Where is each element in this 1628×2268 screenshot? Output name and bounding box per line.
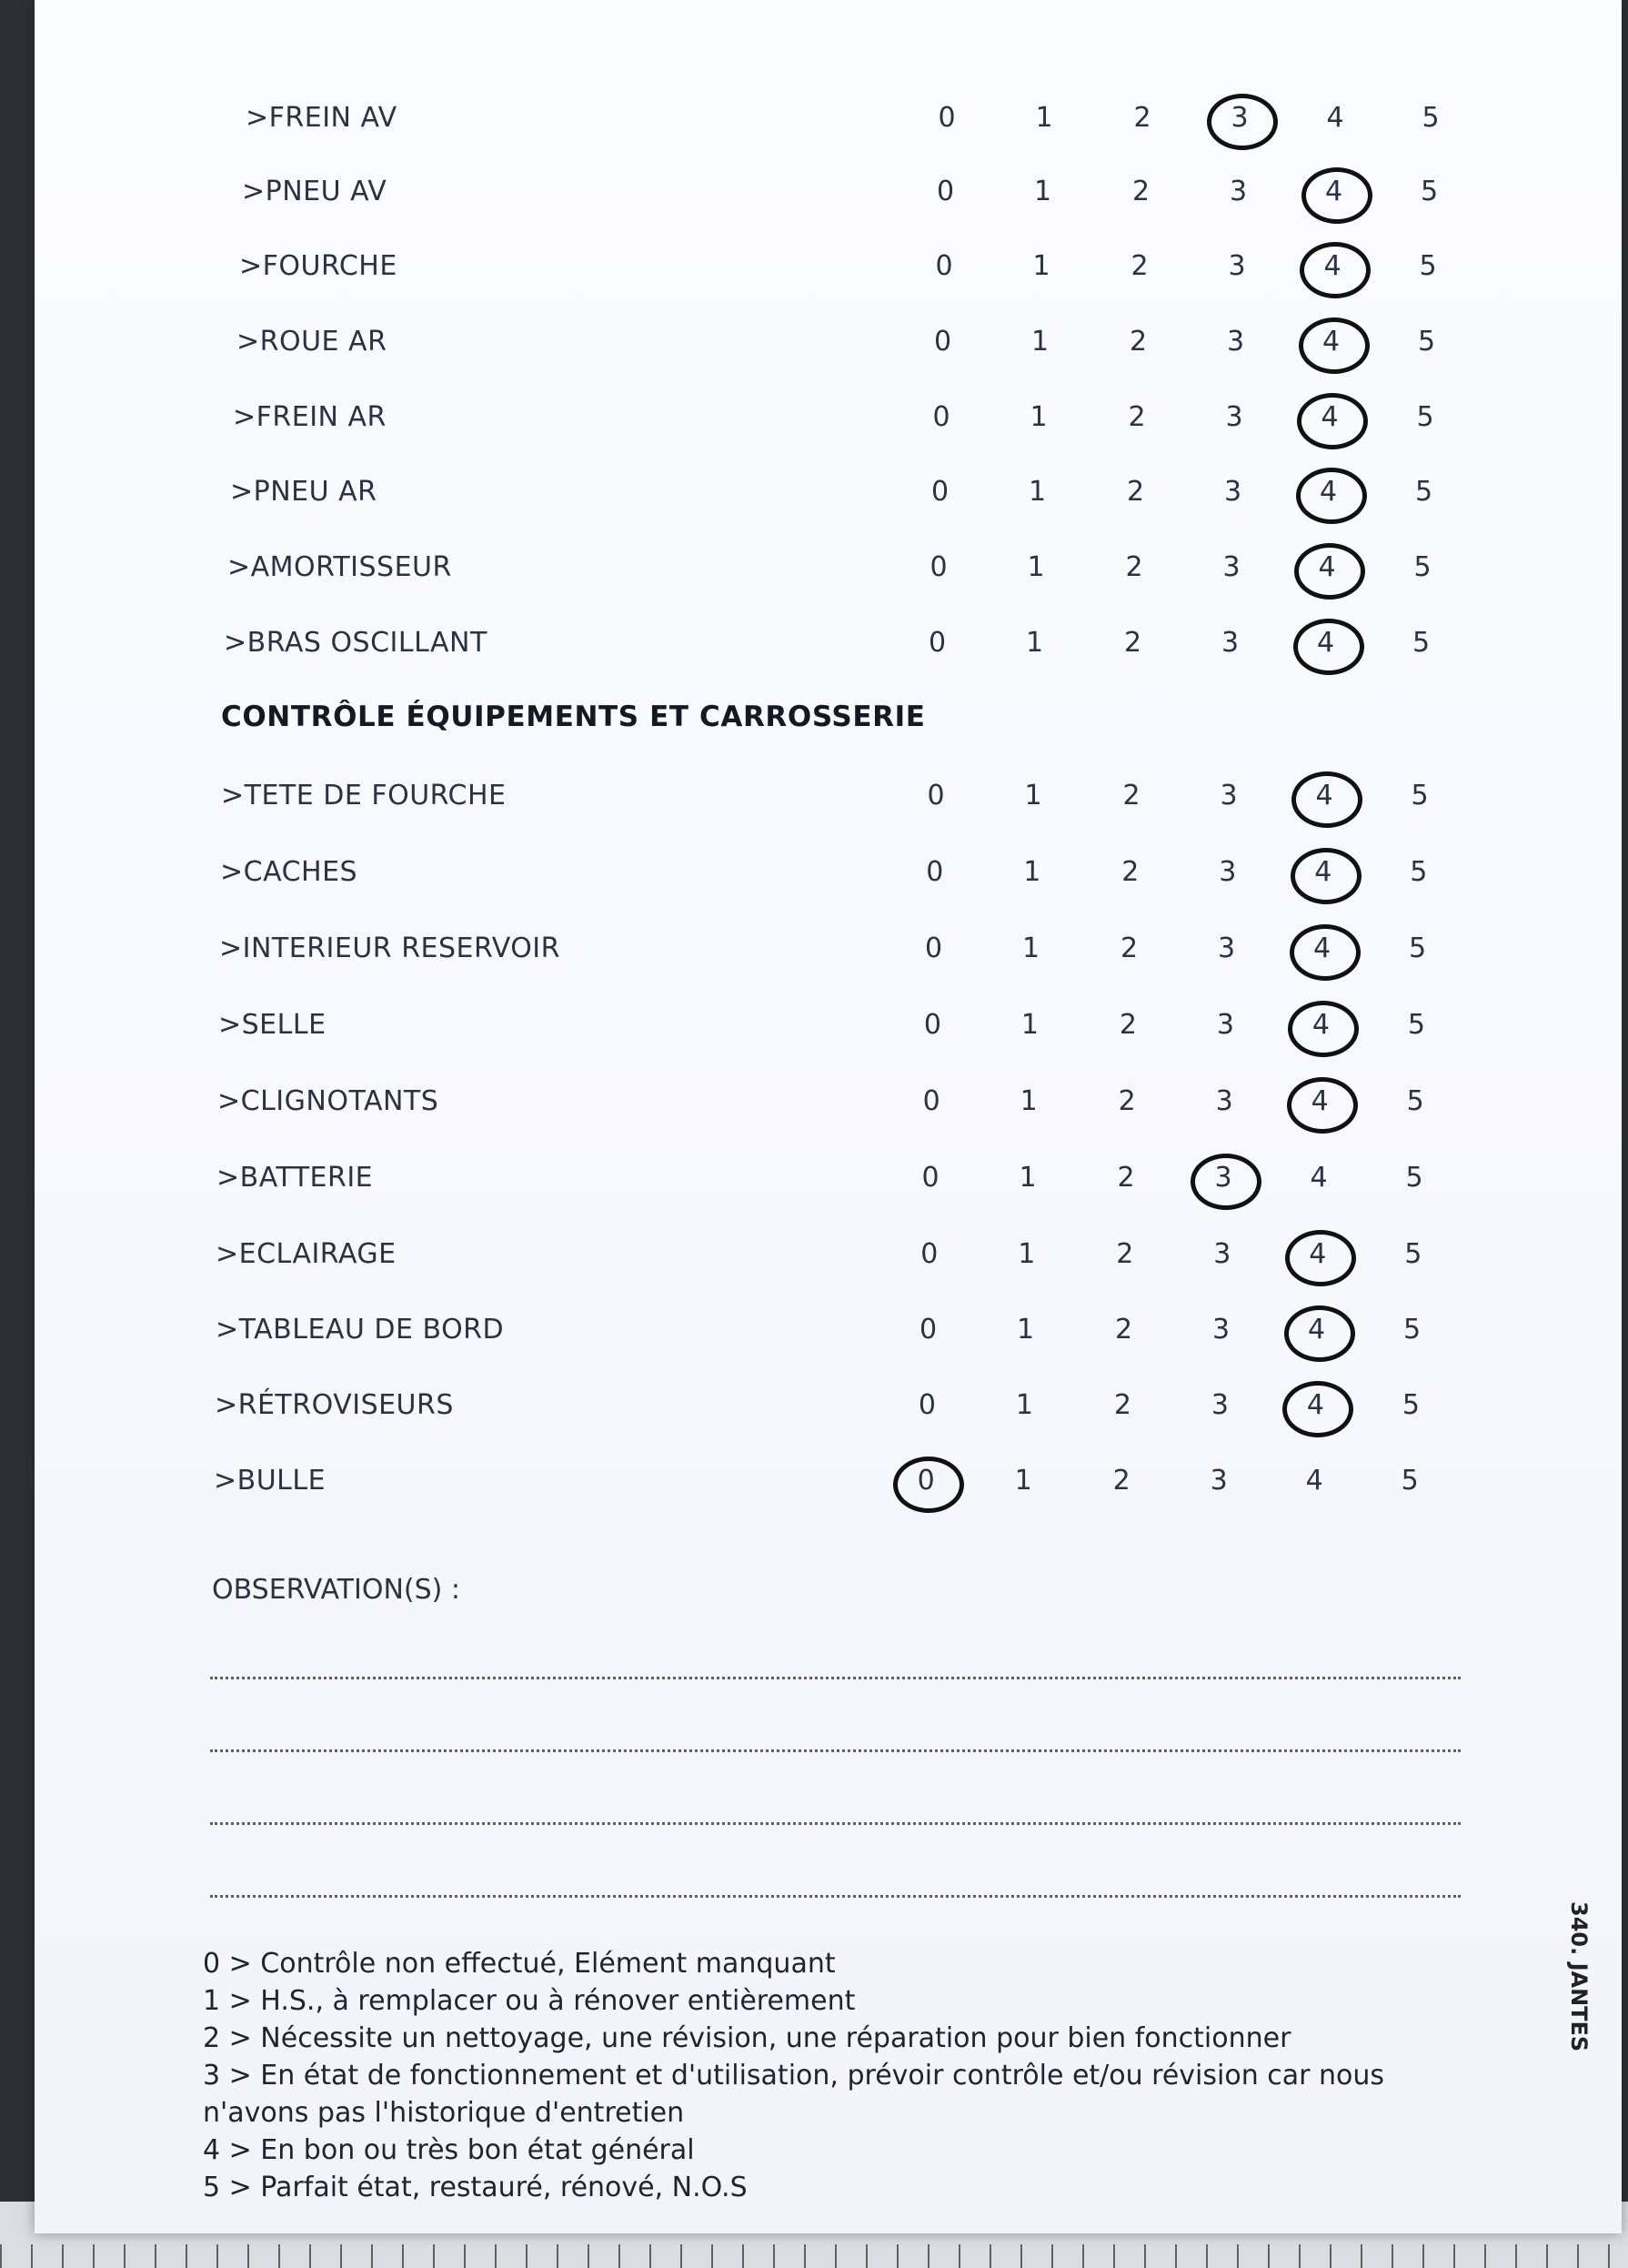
score-option-0[interactable]: 0 [926, 856, 944, 888]
score-option-5[interactable]: 5 [1407, 1009, 1425, 1041]
score-option-2[interactable]: 2 [1125, 551, 1143, 583]
score-option-2[interactable]: 2 [1123, 627, 1142, 659]
inspection-sheet [35, 0, 1622, 2233]
ruler-ticks [0, 2244, 1628, 2268]
row-label: >PNEU AR [230, 476, 377, 508]
rating-row [35, 1389, 1622, 1440]
observation-line-1[interactable] [210, 1677, 1461, 1679]
score-option-3[interactable]: 3 [1218, 932, 1236, 964]
score-option-4[interactable]: 4 [1302, 1009, 1339, 1041]
score-option-5[interactable]: 5 [1417, 326, 1436, 358]
row-label: >BULLE [214, 1465, 327, 1497]
score-option-3[interactable]: 3 [1226, 326, 1245, 358]
score-option-3[interactable]: 3 [1228, 250, 1246, 282]
score-option-0[interactable]: 0 [930, 476, 950, 508]
score-option-5[interactable]: 5 [1413, 551, 1432, 583]
score-option-2[interactable]: 2 [1121, 932, 1139, 964]
score-option-1[interactable]: 1 [1033, 176, 1052, 207]
observations-label: OBSERVATION(S) : [212, 1574, 460, 1606]
score-option-1[interactable]: 1 [1030, 326, 1050, 358]
score-option-4[interactable]: 4 [1311, 476, 1347, 508]
section-title: CONTRÔLE ÉQUIPEMENTS ET CARROSSERIE [221, 701, 926, 733]
score-option-5[interactable]: 5 [1406, 1085, 1424, 1117]
rating-row [35, 476, 1622, 527]
score-option-0[interactable]: 0 [921, 1162, 940, 1194]
row-label: >SELLE [218, 1009, 327, 1041]
rating-row [35, 551, 1622, 602]
score-option-1[interactable]: 1 [1017, 1314, 1035, 1346]
rating-row [35, 1465, 1622, 1516]
score-option-5[interactable]: 5 [1419, 250, 1437, 282]
score-option-4[interactable]: 4 [1308, 627, 1344, 659]
score-option-1[interactable]: 1 [1014, 1465, 1032, 1497]
score-option-2[interactable]: 2 [1115, 1314, 1133, 1346]
rating-row [35, 627, 1622, 678]
score-option-1[interactable]: 1 [1025, 627, 1044, 659]
score-option-4[interactable]: 4 [1314, 250, 1351, 282]
score-option-2[interactable]: 2 [1131, 250, 1149, 282]
observation-line-3[interactable] [210, 1822, 1461, 1825]
score-option-0[interactable]: 0 [925, 932, 943, 964]
score-option-5[interactable]: 5 [1412, 627, 1431, 659]
score-option-0[interactable]: 0 [936, 176, 955, 207]
score-option-5[interactable]: 5 [1420, 176, 1439, 207]
rating-row [35, 326, 1622, 377]
score-option-0[interactable]: 0 [938, 102, 956, 134]
score-option-2[interactable]: 2 [1131, 176, 1151, 207]
score-option-2[interactable]: 2 [1121, 856, 1140, 888]
score-option-5[interactable]: 5 [1410, 856, 1428, 888]
row-label: >ECLAIRAGE [216, 1238, 397, 1270]
score-option-1[interactable]: 1 [1023, 856, 1041, 888]
score-option-3[interactable]: 3 [1211, 1389, 1229, 1421]
score-option-5[interactable]: 5 [1414, 476, 1433, 508]
score-option-1[interactable]: 1 [1020, 1009, 1039, 1041]
score-option-3[interactable]: 3 [1221, 627, 1240, 659]
score-option-2[interactable]: 2 [1122, 780, 1141, 811]
score-option-4[interactable]: 4 [1316, 176, 1352, 207]
legend-item-1: 1 > H.S., à remplacer ou à rénover entièrement [203, 1985, 856, 2017]
rating-row [35, 102, 1622, 153]
row-label: >TETE DE FOURCHE [221, 780, 507, 811]
score-option-0[interactable]: 0 [908, 1465, 944, 1497]
score-option-3[interactable]: 3 [1215, 1085, 1233, 1117]
observation-line-2[interactable] [210, 1749, 1461, 1752]
score-option-5[interactable]: 5 [1409, 932, 1427, 964]
row-label: >FREIN AR [233, 401, 387, 433]
score-option-0[interactable]: 0 [930, 551, 948, 583]
score-option-2[interactable]: 2 [1113, 1389, 1131, 1421]
score-option-1[interactable]: 1 [1030, 401, 1048, 433]
rating-row [35, 780, 1622, 831]
score-option-0[interactable]: 0 [922, 1085, 940, 1117]
rating-row [35, 176, 1622, 227]
score-option-4[interactable]: 4 [1299, 1314, 1335, 1346]
score-option-2[interactable]: 2 [1116, 1238, 1134, 1270]
score-option-0[interactable]: 0 [935, 250, 953, 282]
score-option-2[interactable]: 2 [1112, 1465, 1131, 1497]
score-option-1[interactable]: 1 [1028, 476, 1047, 508]
row-label: >TABLEAU DE BORD [216, 1314, 505, 1346]
observation-line-4[interactable] [210, 1895, 1461, 1898]
row-label: >BRAS OSCILLANT [224, 627, 487, 659]
legend-item-2: 2 > Nécessite un nettoyage, une révision, une réparation pour bien fonctionner [203, 2022, 1291, 2054]
score-option-4[interactable]: 4 [1309, 551, 1345, 583]
score-option-4[interactable]: 4 [1313, 326, 1350, 358]
score-option-5[interactable]: 5 [1402, 1389, 1420, 1421]
score-option-3[interactable]: 3 [1213, 1238, 1231, 1270]
score-option-4[interactable]: 4 [1306, 780, 1342, 811]
score-option-3[interactable]: 3 [1212, 1314, 1231, 1346]
rating-row [35, 1162, 1622, 1213]
score-option-3[interactable]: 3 [1222, 551, 1241, 583]
score-option-0[interactable]: 0 [927, 780, 945, 811]
score-option-1[interactable]: 1 [1035, 102, 1053, 134]
score-option-3[interactable]: 3 [1210, 1465, 1228, 1497]
score-option-1[interactable]: 1 [1020, 1085, 1038, 1117]
rating-row [35, 1238, 1622, 1289]
score-option-3[interactable]: 3 [1225, 401, 1243, 433]
side-label: 340. JANTES [1566, 1901, 1592, 2052]
score-option-3[interactable]: 3 [1223, 476, 1242, 508]
score-option-4[interactable]: 4 [1300, 1238, 1336, 1270]
row-label: >FREIN AV [246, 102, 397, 134]
score-option-1[interactable]: 1 [1027, 551, 1045, 583]
score-option-3[interactable]: 3 [1221, 102, 1258, 134]
row-label: >AMORTISSEUR [227, 551, 452, 583]
rating-row [35, 1314, 1622, 1365]
score-option-2[interactable]: 2 [1126, 476, 1145, 508]
score-option-4[interactable]: 4 [1305, 1465, 1323, 1497]
score-option-3[interactable]: 3 [1205, 1162, 1241, 1194]
row-label: >ROUE AR [236, 326, 387, 358]
score-option-0[interactable]: 0 [920, 1238, 939, 1270]
score-option-5[interactable]: 5 [1403, 1314, 1422, 1346]
rating-row [35, 932, 1622, 983]
score-option-0[interactable]: 0 [928, 627, 947, 659]
legend-item-3: 3 > En état de fonctionnement et d'utilisation, prévoir contrôle et/ou révision car nous n'avons pas l'historique d'entretien [203, 2060, 1385, 2129]
score-option-4[interactable]: 4 [1311, 401, 1348, 433]
score-option-5[interactable]: 5 [1401, 1465, 1419, 1497]
rating-row [35, 1009, 1622, 1060]
score-option-4[interactable]: 4 [1310, 1162, 1328, 1194]
rating-row [35, 856, 1622, 907]
rating-row [35, 250, 1622, 301]
score-option-2[interactable]: 2 [1133, 102, 1151, 134]
row-label: >PNEU AV [242, 176, 387, 207]
score-option-5[interactable]: 5 [1405, 1162, 1423, 1194]
score-option-5[interactable]: 5 [1416, 401, 1434, 433]
legend-item-5: 5 > Parfait état, restauré, rénové, N.O.S [203, 2172, 748, 2203]
score-option-1[interactable]: 1 [1024, 780, 1042, 811]
score-option-5[interactable]: 5 [1422, 102, 1440, 134]
row-label: >CLIGNOTANTS [217, 1085, 439, 1117]
legend-item-0: 0 > Contrôle non effectué, Elément manquant [203, 1948, 836, 1980]
score-option-4[interactable]: 4 [1297, 1389, 1333, 1421]
score-option-2[interactable]: 2 [1128, 401, 1146, 433]
score-option-3[interactable]: 3 [1219, 856, 1237, 888]
score-option-1[interactable]: 1 [1032, 250, 1050, 282]
score-option-1[interactable]: 1 [1019, 1162, 1037, 1194]
score-option-2[interactable]: 2 [1117, 1162, 1135, 1194]
score-option-4[interactable]: 4 [1326, 102, 1344, 134]
row-label: >BATTERIE [216, 1162, 374, 1194]
row-label: >INTERIEUR RESERVOIR [219, 932, 560, 964]
score-option-0[interactable]: 0 [923, 1009, 941, 1041]
score-option-3[interactable]: 3 [1229, 176, 1248, 207]
score-option-4[interactable]: 4 [1301, 1085, 1338, 1117]
score-option-1[interactable]: 1 [1022, 932, 1040, 964]
score-option-0[interactable]: 0 [918, 1389, 936, 1421]
row-label: >RÉTROVISEURS [215, 1389, 454, 1421]
score-option-0[interactable]: 0 [933, 326, 952, 358]
score-option-5[interactable]: 5 [1411, 780, 1429, 811]
row-label: >CACHES [220, 856, 358, 888]
legend-item-4: 4 > En bon ou très bon état général [203, 2134, 695, 2166]
rating-row [35, 401, 1622, 452]
score-option-2[interactable]: 2 [1118, 1085, 1136, 1117]
score-option-4[interactable]: 4 [1304, 932, 1341, 964]
score-option-0[interactable]: 0 [932, 401, 950, 433]
score-option-2[interactable]: 2 [1119, 1009, 1137, 1041]
score-option-3[interactable]: 3 [1216, 1009, 1234, 1041]
score-option-2[interactable]: 2 [1129, 326, 1148, 358]
score-legend [203, 1945, 1476, 2206]
score-option-1[interactable]: 1 [1018, 1238, 1036, 1270]
row-label: >FOURCHE [239, 250, 397, 282]
score-option-3[interactable]: 3 [1220, 780, 1238, 811]
score-option-5[interactable]: 5 [1404, 1238, 1422, 1270]
score-option-4[interactable]: 4 [1305, 856, 1342, 888]
score-option-1[interactable]: 1 [1015, 1389, 1033, 1421]
score-option-0[interactable]: 0 [920, 1314, 938, 1346]
rating-row [35, 1085, 1622, 1136]
